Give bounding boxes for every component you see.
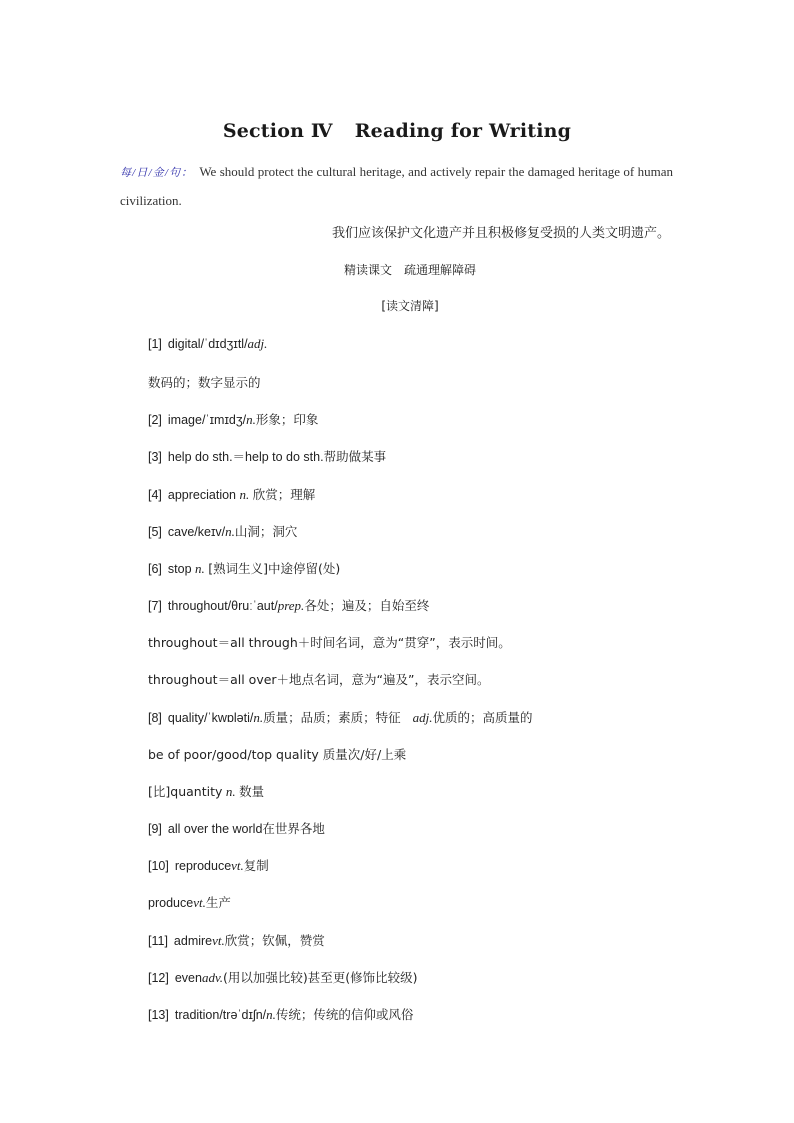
usage-note: be of poor/good/top quality 质量次/好/上乘 (148, 747, 407, 762)
entry-number: [4] (148, 488, 162, 502)
entry-word: appreciation (167, 488, 237, 502)
page-title (0, 120, 794, 142)
usage-note: throughout＝all over＋地点名词，意为“遍及”，表示空间。 (148, 672, 490, 687)
entry-word: tradition/trəˈdɪʃn/ (174, 1008, 267, 1022)
vocab-entry (148, 596, 429, 614)
entry-word: admire (173, 934, 213, 948)
entry-pos: n. (225, 524, 235, 539)
entry-word: quality/ˈkwɒləti/ (167, 711, 254, 725)
entry-number: [6] (148, 562, 162, 576)
related-word: produce (148, 896, 194, 910)
daily-quote-label: 每/日/金/句： (120, 167, 194, 179)
title-prefix: Section (222, 120, 305, 142)
vocab-entry (148, 819, 325, 837)
vocab-entry (148, 559, 340, 577)
title-rest: Reading for Writing (354, 120, 572, 142)
entry-number: [3] (148, 450, 162, 464)
vocab-note (148, 893, 231, 911)
entry-number: [12] (148, 971, 169, 985)
entry-number: [8] (148, 711, 162, 725)
entry-pos: n. (266, 1007, 276, 1022)
entry-meaning: 复制 (243, 858, 269, 873)
entry-meaning: 形象；印象 (255, 412, 319, 427)
vocab-note (148, 670, 490, 688)
vocab-entry (148, 708, 533, 726)
entry-pos: adj. (247, 336, 268, 351)
entry-meaning: 传统；传统的信仰或风俗 (275, 1007, 414, 1022)
entry-pos: n. (253, 710, 264, 725)
entry-number: [9] (148, 822, 162, 836)
entry-pos: n. (239, 487, 250, 502)
entry-pos: n. (246, 412, 256, 427)
entry-meaning: 生产 (205, 895, 231, 910)
entry-word: even (174, 971, 202, 985)
entry-pos: n. (225, 784, 236, 799)
daily-quote (120, 158, 673, 214)
vocab-entry (148, 485, 315, 503)
entry-number: [5] (148, 525, 162, 539)
entry-number: [11] (148, 934, 168, 948)
daily-quote-translation: 我们应该保护文化遗产并且积极修复受损的人类文明遗产。 (331, 226, 670, 241)
subheading-part-b: 疏通理解障碍 (404, 263, 477, 277)
entry-pos: prep. (277, 598, 305, 613)
vocab-note (148, 782, 264, 800)
entry-meaning: 数量 (239, 784, 265, 799)
entry-number: [10] (148, 859, 169, 873)
entry-meaning: 数码的；数字显示的 (148, 375, 261, 390)
entry-meaning: [熟词生义]中途停留(处) (208, 561, 341, 576)
vocab-note (148, 745, 406, 763)
entry-meaning: 欣赏；钦佩，赞赏 (224, 933, 325, 948)
vocab-entry (148, 410, 318, 428)
title-numeral: Ⅳ (310, 120, 333, 142)
entry-word: throughout/θruːˈaut/ (167, 599, 278, 613)
vocab-entry (148, 1005, 413, 1023)
entry-meaning: 欣赏；理解 (252, 487, 316, 502)
entry-number: [13] (148, 1008, 169, 1022)
entry-word: all over the world (167, 822, 263, 836)
subheading-part-a: 精读课文 (343, 263, 392, 277)
vocab-note (148, 633, 511, 651)
vocab-entry (148, 856, 269, 874)
compare-word: [比]quantity (148, 784, 223, 799)
vocab-entry (148, 931, 325, 949)
entry-meaning: 各处；遍及；自始至终 (304, 598, 430, 613)
vocab-entry (148, 447, 386, 465)
vocab-entry (148, 336, 267, 352)
section-subheading (0, 261, 794, 278)
entry-pos: adj. (412, 710, 433, 725)
entry-word: cave/keɪv/ (167, 525, 226, 539)
entry-meaning: 在世界各地 (262, 821, 325, 836)
entry-pos: n. (195, 561, 205, 576)
entry-meaning: (用以加强比较)甚至更(修饰比较级) (223, 970, 418, 985)
daily-quote-text: We should protect the cultural heritage, and actively repair the damaged heritage of human civilization. (120, 164, 673, 208)
entry-word: digital/ˈdɪdʒɪtl/ (167, 337, 248, 351)
usage-note: throughout＝all through＋时间名词，意为“贯穿”，表示时间。 (148, 635, 511, 650)
vocab-entry (148, 522, 297, 540)
entry-word: image/ˈɪmɪdʒ/ (167, 413, 247, 427)
section-tag: [读文清障] (381, 299, 439, 313)
entry-pos: vt. (193, 895, 206, 910)
entry-word: stop (167, 562, 192, 576)
entry-meaning: 帮助做某事 (323, 449, 387, 464)
entry-word: reproduce (174, 859, 232, 873)
entry-meaning: 山洞；洞穴 (234, 524, 298, 539)
entry-number: [1] (148, 337, 162, 351)
entry-pos: adv. (201, 970, 224, 985)
entry-pos: vt. (212, 933, 225, 948)
entry-word: help do sth.＝help to do sth. (167, 450, 324, 464)
entry-meaning: 优质的；高质量的 (432, 710, 533, 725)
entry-pos: vt. (231, 858, 244, 873)
entry-number: [7] (148, 599, 162, 613)
entry-number: [2] (148, 413, 162, 427)
vocab-entry (148, 968, 418, 986)
vocab-note (148, 373, 261, 391)
entry-meaning: 质量；品质；素质；特征 (263, 710, 401, 725)
